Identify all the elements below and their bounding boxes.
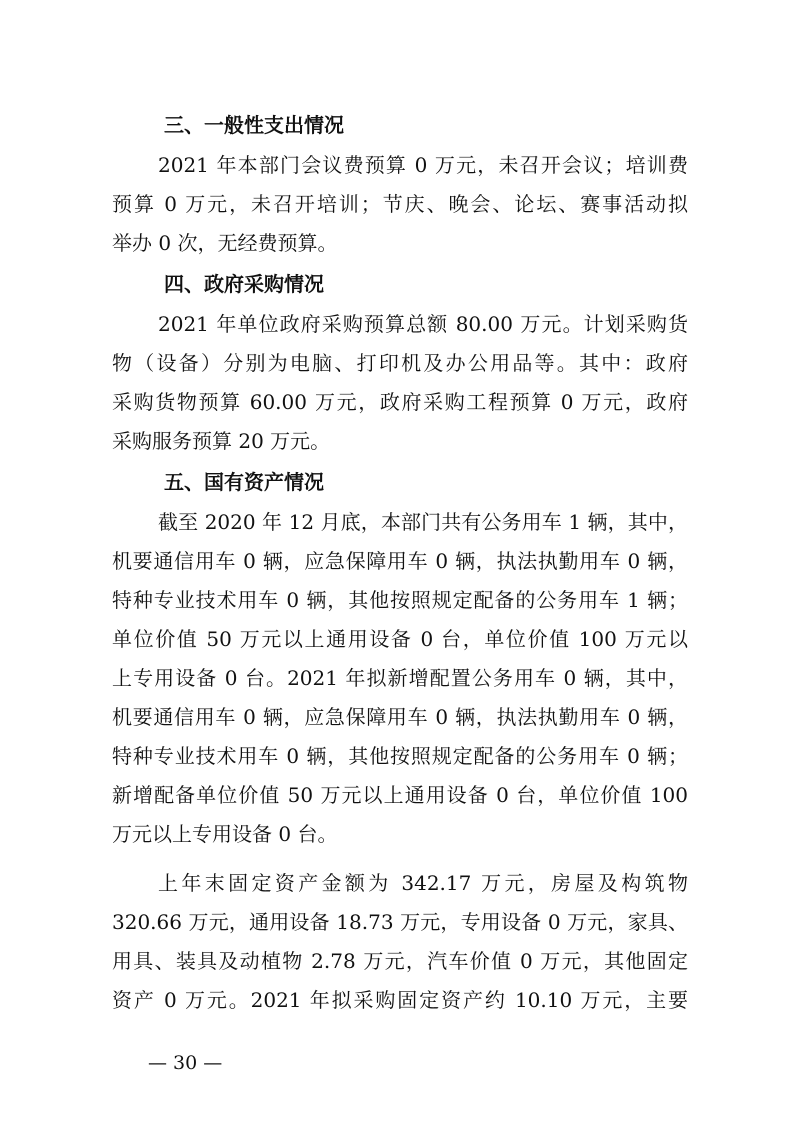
text-line: 万元以上专用设备 0 台。 (112, 822, 338, 846)
text-line: 资产 0 万元。2021 年拟采购固定资产约 10.10 万元，主要 (112, 988, 688, 1012)
text-line: 320.66 万元，通用设备 18.73 万元，专用设备 0 万元，家具、 (112, 910, 688, 934)
paragraph-vehicles-equipment (112, 503, 688, 854)
text-line: 2021 年本部门会议费预算 0 万元，未召开会议；培训费 (158, 153, 688, 177)
text-line: 举办 0 次，无经费预算。 (112, 231, 338, 255)
text-line: 2021 年单位政府采购预算总额 80.00 万元。计划采购货 (158, 312, 688, 336)
paragraph-government-procurement (112, 305, 688, 461)
text-line: 特种专业技术用车 0 辆，其他按照规定配备的公务用车 0 辆； (112, 744, 688, 768)
page-number: — 30 — (148, 1052, 223, 1074)
section-heading-government-procurement: 四、政府采购情况 (164, 272, 324, 296)
section-heading-general-expenditure: 三、一般性支出情况 (164, 113, 344, 137)
text-line: 物（设备）分别为电脑、打印机及办公用品等。其中：政府 (112, 351, 688, 375)
section-heading-state-assets: 五、国有资产情况 (164, 470, 324, 494)
text-line: 机要通信用车 0 辆，应急保障用车 0 辆，执法执勤用车 0 辆， (112, 549, 688, 573)
text-line: 机要通信用车 0 辆，应急保障用车 0 辆，执法执勤用车 0 辆， (112, 705, 688, 729)
text-line: 采购服务预算 20 万元。 (112, 429, 331, 453)
paragraph-general-expenditure (112, 146, 688, 263)
page-content (112, 106, 688, 1022)
text-line: 截至 2020 年 12 月底，本部门共有公务用车 1 辆，其中， (158, 510, 688, 534)
text-line: 采购货物预算 60.00 万元，政府采购工程预算 0 万元，政府 (112, 390, 688, 414)
text-line: 上专用设备 0 台。2021 年拟新增配置公务用车 0 辆，其中， (112, 666, 688, 690)
text-line: 上年末固定资产金额为 342.17 万元，房屋及构筑物 (158, 871, 688, 895)
paragraph-fixed-assets (112, 864, 688, 1020)
text-line: 用具、装具及动植物 2.78 万元，汽车价值 0 万元，其他固定 (112, 949, 688, 973)
paragraph-gap (112, 856, 688, 864)
text-line: 预算 0 万元，未召开培训；节庆、晚会、论坛、赛事活动拟 (112, 192, 688, 216)
text-line: 新增配备单位价值 50 万元以上通用设备 0 台，单位价值 100 (112, 783, 688, 807)
text-line: 特种专业技术用车 0 辆，其他按照规定配备的公务用车 1 辆； (112, 588, 688, 612)
text-line: 单位价值 50 万元以上通用设备 0 台，单位价值 100 万元以 (112, 627, 688, 651)
